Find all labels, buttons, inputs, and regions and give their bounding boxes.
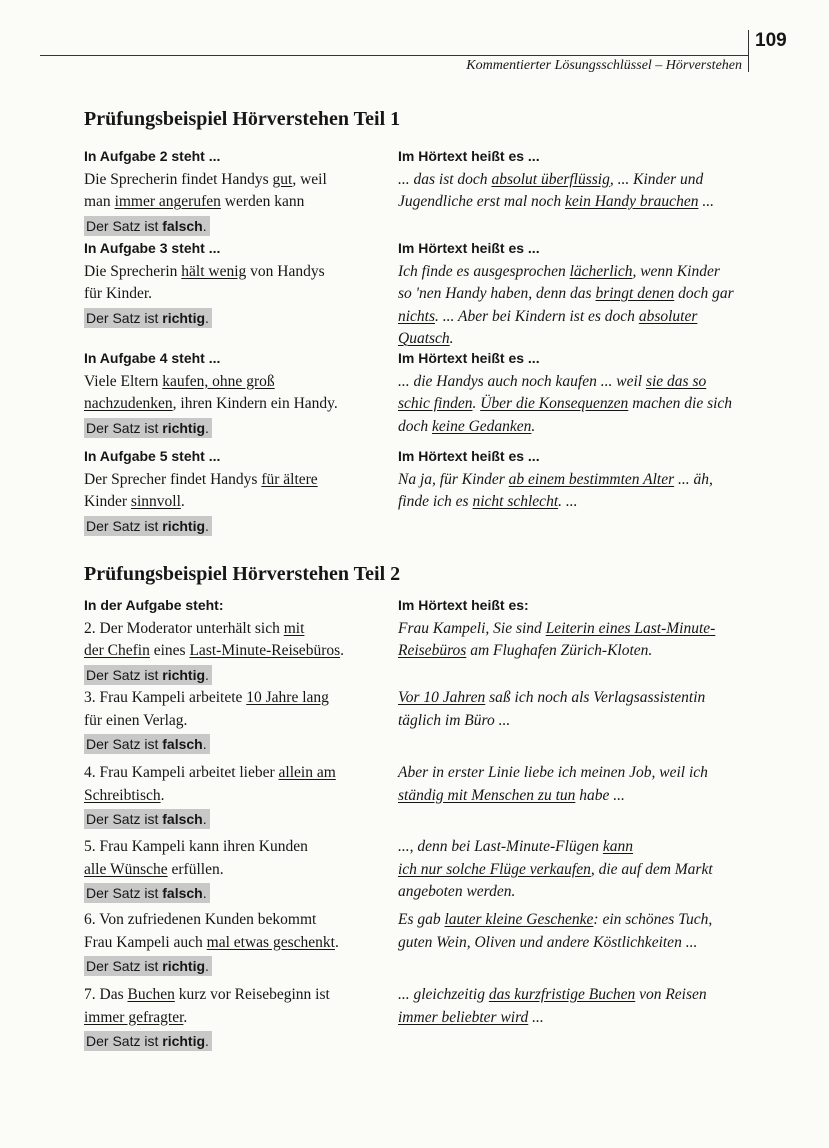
verdict-badge (84, 809, 210, 829)
text-run: täglich im Büro ... (398, 711, 511, 729)
verdict-suffix: . (205, 517, 209, 534)
underlined-phrase: mal etwas geschenkt (206, 933, 335, 951)
underlined-phrase: Reisebüros (398, 642, 467, 659)
page-number: 109 (755, 30, 787, 51)
verdict-badge (84, 956, 212, 976)
text-run: . (531, 417, 536, 435)
text-run: . (160, 786, 165, 804)
audio-quote-line (398, 882, 515, 902)
statement-line (84, 711, 187, 731)
text-run: , wenn Kinder (632, 262, 720, 280)
statement-line (84, 688, 329, 708)
audio-quote-line (398, 910, 712, 930)
text-run: Der Sprecher findet Handys (84, 470, 262, 488)
verdict-suffix: . (202, 736, 207, 752)
text-run: kurz vor Reisebeginn ist (174, 986, 330, 1003)
verdict-prefix: Der Satz ist (86, 736, 163, 752)
underlined-phrase: hält wenig (181, 262, 247, 280)
underlined-phrase: kaufen, ohne groß (162, 372, 275, 390)
text-run: ... (528, 1008, 544, 1026)
task-heading: In Aufgabe 5 steht ... (84, 448, 221, 464)
underlined-phrase: kein Handy brauchen (565, 193, 699, 210)
underlined-phrase: nicht schlecht (472, 493, 559, 510)
statement-line (84, 786, 165, 806)
verdict-suffix: . (202, 885, 207, 901)
task-heading: In Aufgabe 2 steht ... (84, 148, 221, 164)
audio-quote-line (398, 394, 732, 414)
text-run: . ... (558, 493, 578, 510)
text-run: 5. Frau Kampeli kann ihren Kunden (84, 838, 308, 855)
text-run: von Handys (246, 262, 325, 280)
text-run: Viele Eltern (84, 372, 163, 390)
text-run: , weil (292, 170, 327, 188)
audio-quote-line (398, 417, 535, 437)
running-head: Kommentierter Lösungsschlüssel – Hörverstehen (466, 58, 742, 73)
audio-quote-line (398, 711, 510, 731)
verdict-suffix: . (202, 811, 207, 827)
audio-quote-line (398, 307, 697, 327)
text-run: , ... Kinder und (609, 170, 704, 188)
verdict-prefix: Der Satz ist (86, 517, 163, 534)
text-run: so 'nen Handy haben, denn das (398, 285, 596, 302)
underlined-phrase: ab einem bestimmten Alter (508, 470, 675, 488)
statement-line (84, 394, 338, 414)
text-run: Na ja, für Kinder (398, 470, 509, 488)
verdict-badge (84, 308, 212, 328)
statement-line (84, 284, 152, 304)
text-run: Kinder (84, 493, 131, 510)
verdict-suffix: . (205, 309, 209, 326)
text-run: finde ich es (398, 493, 473, 510)
verdict-word: falsch (162, 885, 203, 901)
audio-text-heading: Im Hörtext heißt es: (398, 597, 529, 613)
text-run: Die Sprecherin findet Handys (84, 170, 273, 188)
statement-line (84, 985, 330, 1005)
statement-line (84, 1008, 187, 1028)
text-run: . ... Aber bei Kindern ist es doch (435, 307, 639, 325)
audio-quote-line (398, 860, 713, 880)
task-heading: In Aufgabe 4 steht ... (84, 350, 221, 366)
verdict-badge (84, 883, 210, 903)
underlined-phrase: ich nur solche Flüge verkaufen (398, 860, 591, 878)
text-run: man (84, 193, 115, 210)
verdict-badge (84, 665, 212, 685)
verdict-badge (84, 1031, 212, 1051)
text-run: für einen Verlag. (84, 711, 188, 729)
underlined-phrase: sie das so (645, 372, 707, 390)
statement-line (84, 262, 325, 282)
audio-text-heading: Im Hörtext heißt es ... (398, 350, 540, 366)
audio-quote-line (398, 619, 715, 639)
audio-quote-line (398, 170, 703, 190)
text-run: guten Wein, Oliven und andere Köstlichkeiten ... (398, 933, 698, 951)
text-run: am Flughafen Zürich-Kloten. (466, 642, 653, 659)
verdict-prefix: Der Satz ist (86, 217, 163, 234)
text-run: Frau Kampeli auch (84, 933, 207, 951)
audio-quote-line (398, 262, 720, 282)
underlined-phrase: alle Wünsche (84, 860, 168, 878)
text-run: Ich finde es ausgesprochen (398, 262, 570, 280)
underlined-phrase: immer gefragter (84, 1008, 184, 1026)
verdict-word: richtig (162, 309, 206, 326)
text-run: . (180, 493, 185, 510)
underlined-phrase: bringt denen (595, 285, 675, 302)
underlined-phrase: Last-Minute-Reisebüros (189, 642, 341, 659)
verdict-prefix: Der Satz ist (86, 1033, 163, 1049)
underlined-phrase: mit (283, 619, 305, 637)
verdict-word: falsch (162, 217, 203, 234)
statement-line (84, 619, 304, 639)
underlined-phrase: kann (602, 838, 634, 855)
text-run: saß ich noch als Verlagsassistentin (485, 689, 706, 706)
underlined-phrase: absolut überflüssig (491, 170, 610, 188)
audio-quote-line (398, 688, 705, 708)
section-title: Prüfungsbeispiel Hörverstehen Teil 1 (84, 108, 401, 130)
text-run: , die auf dem Markt (590, 860, 713, 878)
text-run: . (183, 1008, 188, 1026)
text-run: . (449, 330, 454, 347)
audio-quote-line (398, 284, 734, 304)
verdict-word: falsch (162, 736, 203, 752)
verdict-prefix: Der Satz ist (86, 666, 163, 683)
text-run: ... die Handys auch noch kaufen ... weil (398, 372, 646, 390)
text-run: machen die sich (628, 395, 733, 412)
audio-quote-line (398, 1008, 544, 1028)
underlined-phrase: Schreibtisch (84, 786, 161, 804)
text-run: ... gleichzeitig (398, 986, 489, 1003)
statement-line (84, 192, 304, 212)
verdict-suffix: . (202, 217, 207, 234)
audio-quote-line (398, 837, 633, 857)
text-run: Aber in erster Linie liebe ich meinen Job, weil ich (398, 764, 708, 781)
text-run: eines (149, 642, 190, 659)
text-run: . (472, 395, 481, 412)
verdict-prefix: Der Satz ist (86, 811, 163, 827)
verdict-suffix: . (205, 958, 209, 974)
audio-quote-line (398, 985, 707, 1005)
text-run: Es gab (398, 911, 445, 928)
underlined-phrase: Über die Konsequenzen (480, 395, 629, 412)
task-heading: In der Aufgabe steht: (84, 597, 224, 613)
header-rule (40, 55, 748, 56)
task-heading: In Aufgabe 3 steht ... (84, 240, 221, 256)
statement-line (84, 910, 316, 930)
audio-text-heading: Im Hörtext heißt es ... (398, 148, 540, 164)
underlined-phrase: für ältere (261, 470, 318, 488)
text-run: Die Sprecherin (84, 262, 182, 280)
underlined-phrase: Vor 10 Jahren (398, 689, 486, 706)
underlined-phrase: der Chefin (84, 642, 150, 659)
text-run: . (340, 642, 345, 659)
audio-quote-line (398, 192, 714, 212)
underlined-phrase: Buchen (127, 986, 175, 1003)
statement-line (84, 372, 275, 392)
statement-line (84, 470, 318, 490)
text-run: , ihren Kindern ein Handy. (172, 395, 338, 412)
statement-line (84, 492, 185, 512)
text-run: doch (398, 417, 433, 435)
underlined-phrase: schic finden (398, 395, 473, 412)
verdict-word: richtig (162, 666, 206, 683)
underlined-phrase: allein am (278, 764, 336, 781)
verdict-badge (84, 418, 212, 438)
text-run: ... äh, (674, 470, 713, 488)
text-run: habe ... (575, 786, 625, 804)
underlined-phrase: nachzudenken (84, 395, 173, 412)
underlined-phrase: lauter kleine Geschenke (444, 911, 594, 928)
text-run: 7. Das (84, 986, 128, 1003)
underlined-phrase: gut (272, 170, 293, 188)
text-run: Jugendliche erst mal noch (398, 193, 566, 210)
statement-line (84, 641, 344, 661)
audio-quote-line (398, 470, 713, 490)
text-run: ... das ist doch (398, 170, 492, 188)
underlined-phrase: das kurzfristige Buchen (488, 986, 636, 1003)
underlined-phrase: keine Gedanken (432, 417, 532, 435)
underlined-phrase: Leiterin eines Last-Minute- (545, 619, 716, 637)
audio-quote-line (398, 372, 706, 392)
audio-quote-line (398, 786, 625, 806)
audio-text-heading: Im Hörtext heißt es ... (398, 448, 540, 464)
verdict-suffix: . (205, 666, 209, 683)
audio-quote-line (398, 763, 708, 783)
text-run: 6. Von zufriedenen Kunden bekommt (84, 911, 317, 928)
verdict-word: richtig (162, 1033, 206, 1049)
text-run: doch gar (674, 285, 734, 302)
verdict-suffix: . (205, 419, 209, 436)
verdict-suffix: . (205, 1033, 209, 1049)
statement-line (84, 170, 327, 190)
underlined-phrase: Quatsch (398, 330, 450, 347)
verdict-badge (84, 734, 210, 754)
underlined-phrase: immer beliebter wird (398, 1008, 529, 1026)
text-run: von Reisen (635, 986, 707, 1003)
text-run: : ein schönes Tuch, (593, 911, 713, 928)
text-run: Frau Kampeli, Sie sind (398, 619, 546, 637)
verdict-prefix: Der Satz ist (86, 885, 163, 901)
underlined-phrase: 10 Jahre lang (246, 689, 329, 706)
text-run: werden kann (220, 193, 305, 210)
audio-quote-line (398, 492, 578, 512)
statement-line (84, 763, 336, 783)
section-title: Prüfungsbeispiel Hörverstehen Teil 2 (84, 563, 401, 585)
text-run: ... (698, 193, 714, 210)
text-run: 2. Der Moderator unterhält sich (84, 619, 284, 637)
text-run: angeboten werden. (398, 883, 516, 900)
statement-line (84, 933, 339, 953)
audio-quote-line (398, 933, 697, 953)
underlined-phrase: nichts (398, 307, 436, 325)
underlined-phrase: immer angerufen (114, 193, 221, 210)
verdict-prefix: Der Satz ist (86, 309, 163, 326)
verdict-word: richtig (162, 419, 206, 436)
text-run: erfüllen. (167, 860, 224, 878)
text-run: . (334, 933, 339, 951)
verdict-prefix: Der Satz ist (86, 419, 163, 436)
audio-quote-line (398, 329, 454, 349)
text-run: 4. Frau Kampeli arbeitet lieber (84, 764, 279, 781)
statement-line (84, 860, 224, 880)
verdict-word: richtig (162, 517, 206, 534)
verdict-word: richtig (162, 958, 206, 974)
underlined-phrase: ständig mit Menschen zu tun (398, 786, 576, 804)
verdict-word: falsch (162, 811, 203, 827)
text-run: 3. Frau Kampeli arbeitete (84, 689, 247, 706)
text-run: für Kinder. (84, 285, 153, 302)
underlined-phrase: lächerlich (569, 262, 633, 280)
verdict-badge (84, 516, 212, 536)
statement-line (84, 837, 308, 857)
underlined-phrase: sinnvoll (130, 493, 181, 510)
audio-text-heading: Im Hörtext heißt es ... (398, 240, 540, 256)
text-run: ..., denn bei Last-Minute-Flügen (398, 838, 603, 855)
verdict-prefix: Der Satz ist (86, 958, 163, 974)
audio-quote-line (398, 641, 652, 661)
header-divider (748, 30, 749, 72)
underlined-phrase: absoluter (638, 307, 698, 325)
verdict-badge (84, 216, 210, 236)
